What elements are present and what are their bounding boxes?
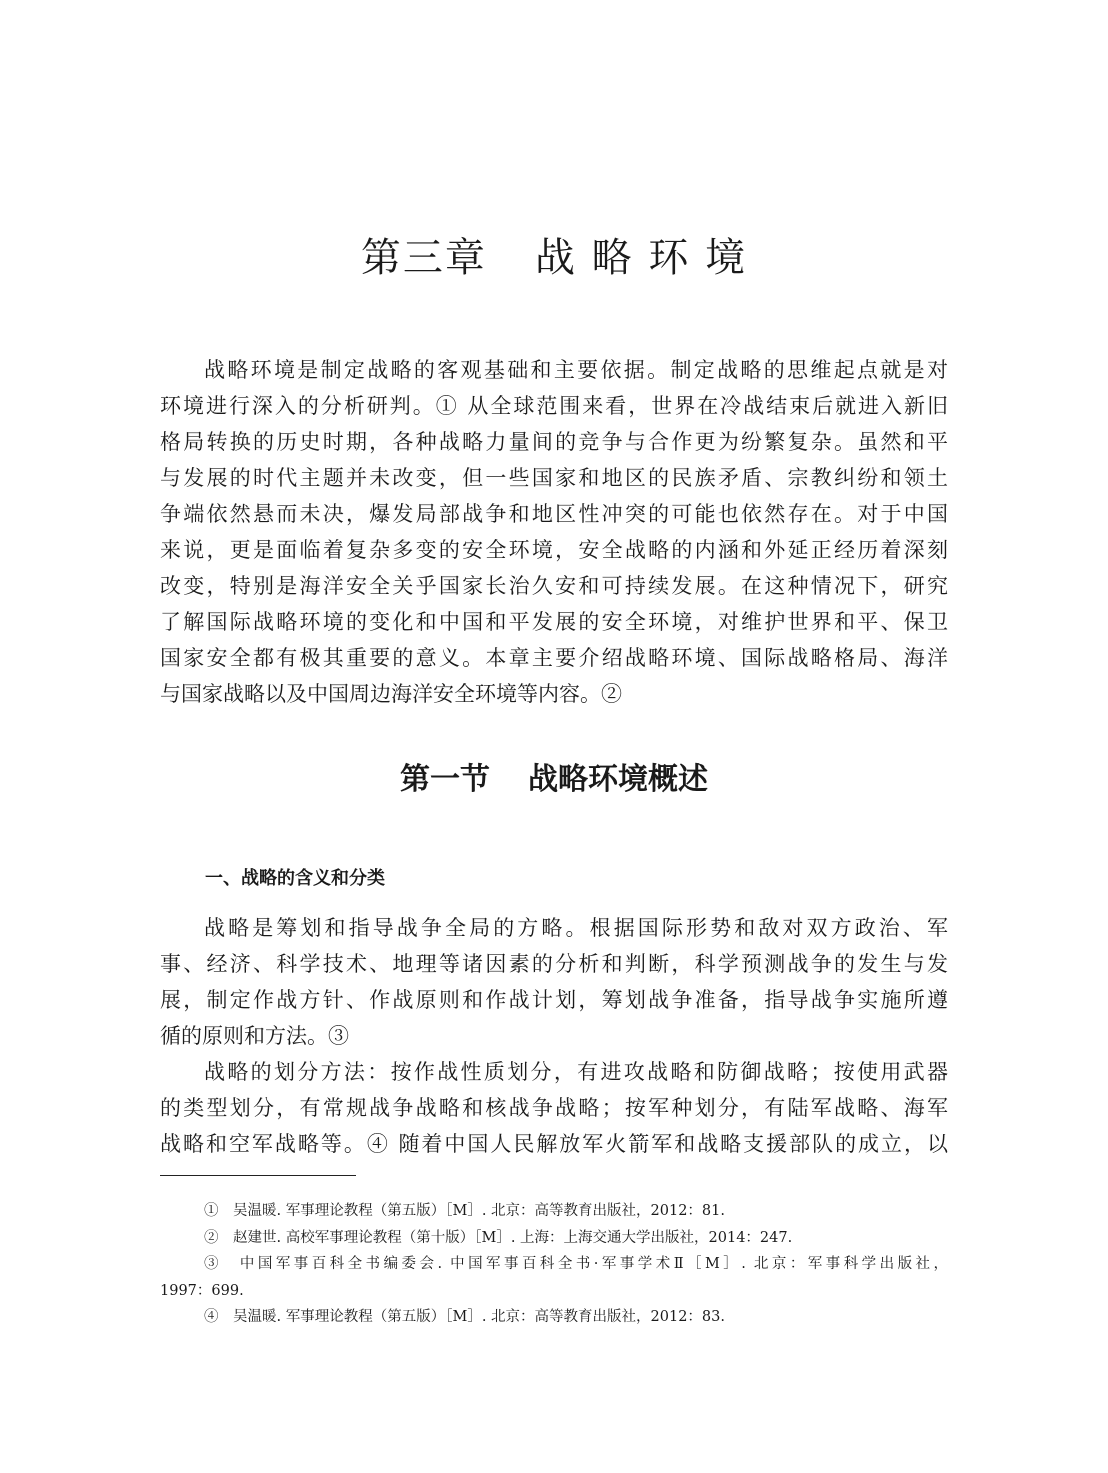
text-line: 国家安全都有极其重要的意义。本章主要介绍战略环境、国际战略格局、海洋	[160, 646, 948, 670]
footnote-2: ② 赵建世. 高校军事理论教程（第十版）［M］. 上海：上海交通大学出版社，2014：247.	[204, 1229, 793, 1246]
section-title	[0, 754, 1108, 798]
subsection-title: 一、战略的含义和分类	[205, 868, 385, 889]
text-line: 战略和空军战略等。④ 随着中国人民解放军火箭军和战略支援部队的成立，以	[160, 1132, 948, 1156]
text-line: 循的原则和方法。③	[160, 1024, 349, 1048]
definition-paragraph	[160, 910, 948, 1054]
text-line: 来说，更是面临着复杂多变的安全环境，安全战略的内涵和外延正经历着深刻	[160, 538, 948, 562]
text-line: 了解国际战略环境的变化和中国和平发展的安全环境，对维护世界和平、保卫	[160, 610, 948, 634]
footnotes	[160, 1198, 948, 1331]
intro-paragraph	[160, 352, 948, 712]
footnote-divider	[160, 1175, 356, 1176]
footnote-1: ① 吴温暖. 军事理论教程（第五版）［M］. 北京：高等教育出版社，2012：81.	[204, 1203, 725, 1219]
text-line: 战略环境是制定战略的客观基础和主要依据。制定战略的思维起点就是对	[204, 358, 948, 382]
section-name: 战略环境概述	[528, 762, 708, 797]
text-line: 改变，特别是海洋安全关乎国家长治久安和可持续发展。在这种情况下，研究	[160, 574, 948, 598]
text-line: 争端依然悬而未决，爆发局部战争和地区性冲突的可能也依然存在。对于中国	[160, 502, 948, 526]
text-line: 环境进行深入的分析研判。① 从全球范围来看，世界在冷战结束后就进入新旧	[160, 394, 948, 418]
footnote-3-continued: 1997：699.	[160, 1282, 244, 1299]
footnote-3: ③ 中国军事百科全书编委会. 中国军事百科全书·军事学术Ⅱ［M］. 北京：军事科学出版社，	[204, 1256, 948, 1272]
text-line: 的类型划分，有常规战争战略和核战争战略；按军种划分，有陆军战略、海军	[160, 1096, 948, 1120]
chapter-title	[0, 226, 1108, 283]
classification-paragraph	[160, 1054, 948, 1162]
section-number: 第一节	[400, 762, 490, 797]
text-line: 与发展的时代主题并未改变，但一些国家和地区的民族矛盾、宗教纠纷和领土	[160, 466, 948, 490]
text-line: 展，制定作战方针、作战原则和作战计划，筹划战争准备，指导战争实施所遵	[160, 988, 948, 1012]
chapter-name: 战 略 环 境	[534, 235, 748, 281]
footnote-4: ④ 吴温暖. 军事理论教程（第五版）［M］. 北京：高等教育出版社，2012：83.	[204, 1309, 725, 1325]
text-line: 格局转换的历史时期，各种战略力量间的竞争与合作更为纷繁复杂。虽然和平	[160, 430, 948, 454]
chapter-number: 第三章	[360, 235, 487, 281]
text-line: 事、经济、科学技术、地理等诸因素的分析和判断，科学预测战争的发生与发	[160, 952, 948, 976]
text-line: 与国家战略以及中国周边海洋安全环境等内容。②	[160, 682, 622, 706]
text-line: 战略的划分方法：按作战性质划分，有进攻战略和防御战略；按使用武器	[204, 1060, 948, 1084]
text-line: 战略是筹划和指导战争全局的方略。根据国际形势和敌对双方政治、军	[204, 916, 948, 940]
